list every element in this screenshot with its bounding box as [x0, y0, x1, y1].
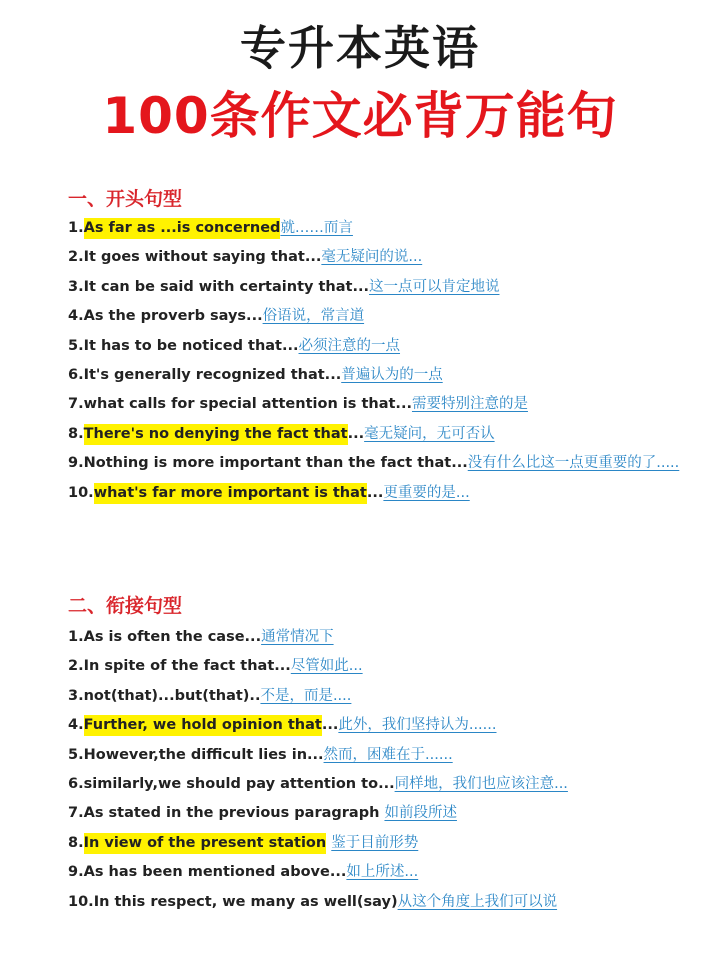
opening-sentence-list — [68, 215, 708, 509]
chinese-translation: 尽管如此... — [290, 658, 363, 675]
english-phrase: In view of the present station — [84, 833, 327, 854]
list-item — [68, 800, 708, 829]
item-number: 4. — [68, 308, 84, 325]
item-number: 6. — [68, 775, 84, 792]
list-item — [68, 624, 708, 653]
english-phrase: However,the difficult lies in... — [83, 746, 324, 763]
item-number: 8. — [68, 425, 84, 442]
item-number: 1. — [68, 220, 84, 236]
chinese-translation: 同样地，我们也应该注意... — [394, 775, 568, 792]
list-item — [68, 653, 708, 682]
chinese-translation: 俗语说，常言道 — [262, 308, 365, 325]
item-number: 5. — [68, 337, 84, 354]
list-item — [68, 333, 708, 362]
english-phrase: As stated in the previous paragraph — [83, 805, 385, 822]
item-number: 7. — [68, 396, 84, 413]
chinese-translation: 从这个角度上我们可以说 — [397, 893, 558, 910]
item-number: 9. — [68, 455, 84, 472]
english-phrase: As is often the case... — [83, 629, 262, 645]
chinese-translation: 鉴于目前形势 — [331, 834, 419, 851]
english-phrase: There's no denying the fact that — [84, 424, 348, 445]
list-item — [68, 889, 708, 918]
chinese-translation: 没有什么比这一点更重要的了..... — [467, 455, 680, 472]
chinese-translation: 更重要的是... — [383, 484, 470, 501]
chinese-translation: 这一点可以肯定地说 — [369, 278, 500, 295]
chinese-translation: 如前段所述 — [384, 805, 457, 822]
english-phrase: what's far more important is that — [94, 483, 367, 504]
list-item — [68, 742, 708, 771]
english-phrase: what calls for special attention is that... — [83, 396, 412, 413]
list-item — [68, 274, 708, 303]
list-item — [68, 391, 708, 420]
item-number: 2. — [68, 658, 84, 675]
chinese-translation: 不是，而是.... — [260, 687, 352, 704]
item-number: 2. — [68, 249, 84, 266]
english-phrase: As has been mentioned above... — [83, 864, 347, 881]
item-number: 5. — [68, 746, 84, 763]
english-phrase: As the proverb says... — [83, 308, 263, 325]
list-item — [68, 450, 708, 479]
chinese-translation: 必须注意的一点 — [298, 337, 401, 354]
english-phrase: It's generally recognized that... — [83, 366, 342, 383]
chinese-translation: 就……而言 — [280, 220, 353, 236]
item-number: 3. — [68, 687, 84, 704]
list-item — [68, 421, 708, 450]
english-phrase: not(that)...but(that).. — [83, 687, 261, 704]
english-phrase: It can be said with certainty that... — [83, 278, 369, 295]
list-item — [68, 244, 708, 273]
list-item — [68, 712, 708, 741]
english-phrase: Nothing is more important than the fact that... — [83, 455, 468, 472]
page-subtitle: 100条作文必背万能句 — [102, 87, 618, 145]
list-item — [68, 362, 708, 391]
item-number: 6. — [68, 366, 84, 383]
chinese-translation: 此外，我们坚持认为...... — [338, 717, 497, 734]
chinese-translation: 需要特别注意的是 — [411, 396, 528, 413]
page-title: 专升本英语 — [240, 21, 480, 75]
item-number: 3. — [68, 278, 84, 295]
item-number: 8. — [68, 834, 84, 851]
item-number: 9. — [68, 864, 84, 881]
english-phrase: Further, we hold opinion that — [84, 715, 322, 736]
chinese-translation: 通常情况下 — [261, 629, 334, 645]
english-phrase: In this respect, we many as well(say) — [93, 893, 398, 910]
phrase-separator: ... — [366, 484, 384, 501]
chinese-translation: 然而，困难在于...... — [323, 746, 453, 763]
english-phrase: It has to be noticed that... — [83, 337, 299, 354]
list-item — [68, 683, 708, 712]
chinese-translation: 毫无疑问，无可否认 — [364, 425, 495, 442]
item-number: 1. — [68, 629, 84, 645]
english-phrase: In spite of the fact that... — [83, 658, 291, 675]
phrase-separator: ... — [347, 425, 365, 442]
english-phrase: It goes without saying that... — [83, 249, 322, 266]
list-item — [68, 480, 708, 509]
item-number: 4. — [68, 717, 84, 734]
chinese-translation: 普遍认为的一点 — [341, 366, 443, 383]
item-number: 10. — [68, 893, 94, 910]
list-item — [68, 771, 708, 800]
list-item — [68, 215, 708, 244]
section-heading-transition: 二、衔接句型 — [68, 595, 183, 617]
list-item — [68, 303, 708, 332]
chinese-translation: 如上所述... — [346, 864, 419, 881]
item-number: 7. — [68, 805, 84, 822]
transition-sentence-list — [68, 624, 708, 918]
chinese-translation: 毫无疑问的说... — [321, 249, 423, 266]
list-item — [68, 859, 708, 888]
section-heading-opening: 一、开头句型 — [68, 188, 183, 210]
english-phrase: similarly,we should pay attention to... — [83, 775, 395, 792]
item-number: 10. — [68, 484, 94, 501]
list-item — [68, 830, 708, 859]
phrase-separator: ... — [321, 717, 339, 734]
english-phrase: As far as ...is concerned — [84, 218, 281, 239]
